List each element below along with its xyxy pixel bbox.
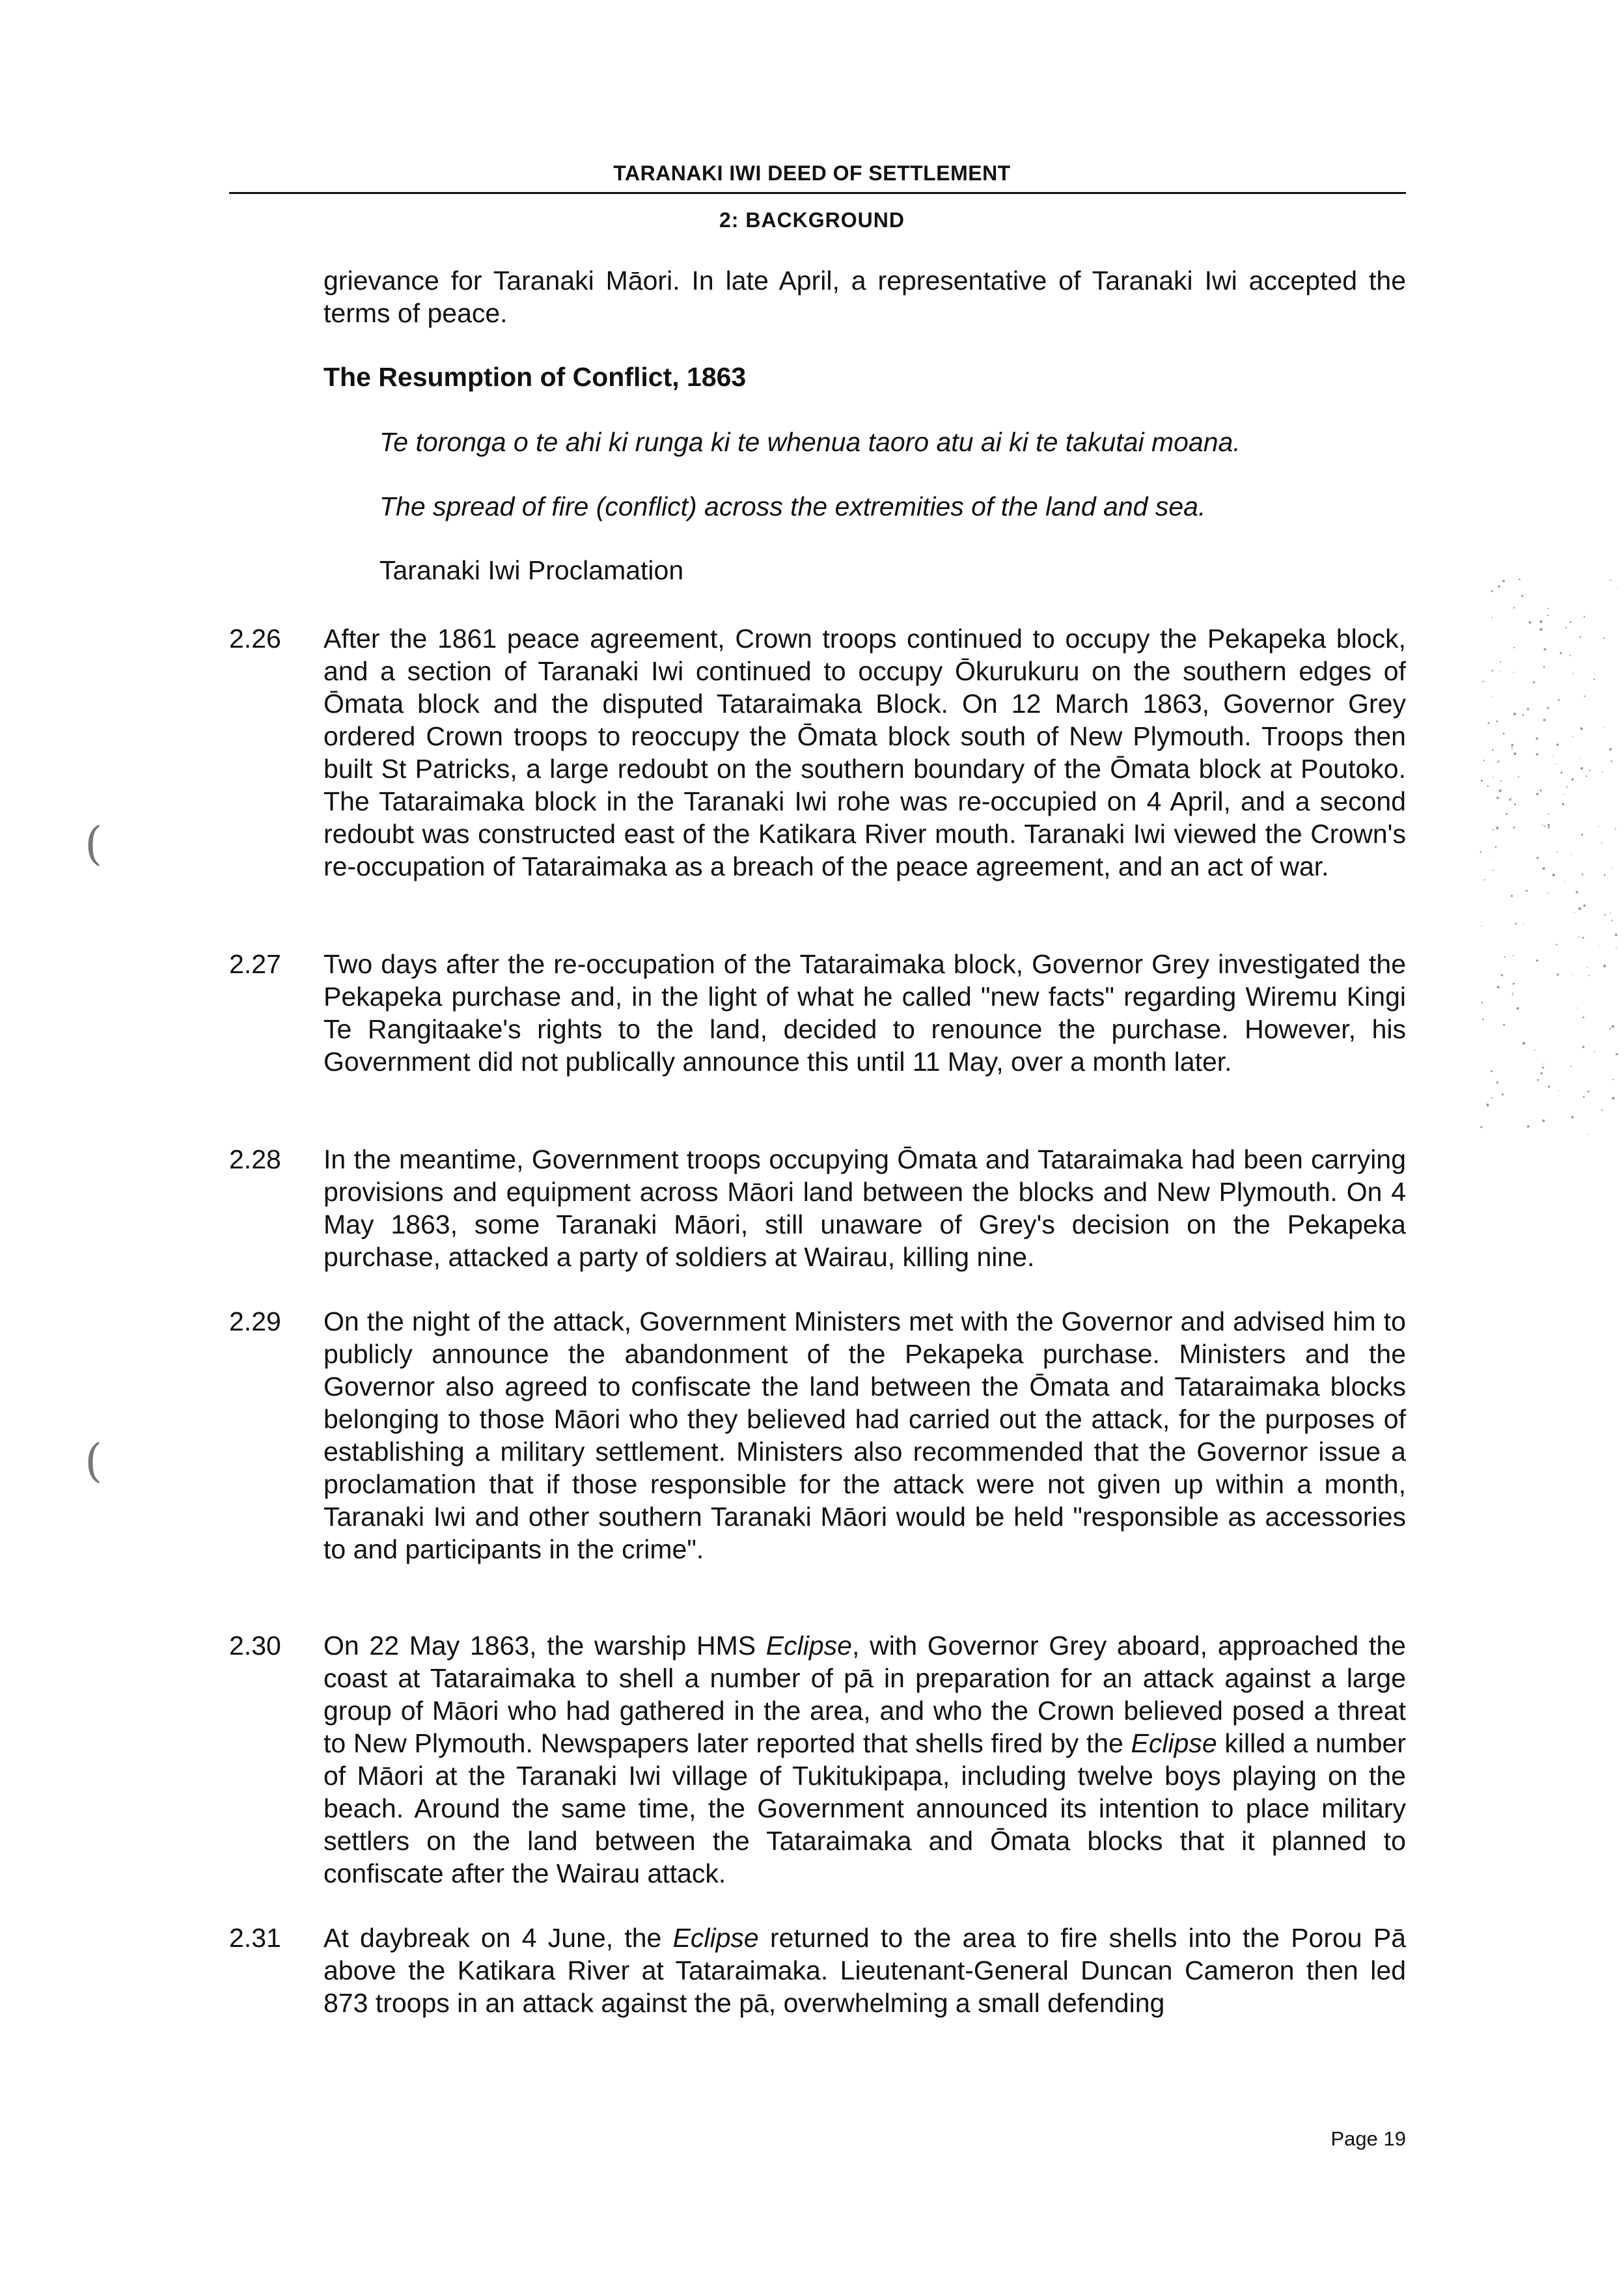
paragraph-body bbox=[323, 622, 1406, 883]
paragraph-number: 2.30 bbox=[229, 1631, 281, 1661]
text-segment: , with Governor Grey aboard, approached the coast at Tataraimaka to shell a number of pā in preparation for an attack against a large group of Māori who had gathered in the area, and who the Crown believed posed a threat to New Plymouth. Newspapers later reported that shells fired by the bbox=[323, 1631, 1406, 1758]
text-segment: In the meantime, Government troops occupying Ōmata and Tataraimaka had been carrying provisions and equipment across Māori land between the blocks and New Plymouth. On 4 May 1863, some Taranaki Māori, still unaware of Grey's decision on the Pekapeka purchase, attacked a party of soldiers at Wairau, killing nine. bbox=[323, 1144, 1406, 1272]
paragraph-body bbox=[323, 1143, 1406, 1273]
paragraph bbox=[229, 1922, 1406, 2019]
paragraph-body bbox=[323, 948, 1406, 1078]
margin-mark: ( bbox=[85, 817, 103, 870]
page-number: Page 19 bbox=[1330, 2127, 1406, 2150]
paragraph bbox=[229, 622, 1406, 883]
text-segment: On 22 May 1863, the warship HMS bbox=[323, 1631, 766, 1661]
paragraph bbox=[229, 1629, 1406, 1890]
text-segment: On the night of the attack, Government Ministers met with the Governor and advised him to publicly announce the abandonment of the Pekapeka purchase. Ministers and the Governor also agreed to confiscate the land between the Ōmata and Tataraimaka blocks belonging to those Māori who they believed had carried out the attack, for the purposes of establishing a military settlement. Ministers also recommended that the Governor issue a proclamation that if those responsible for the attack were not given up within a month, Taranaki Iwi and other southern Taranaki Māori would be held "responsible as accessories to and participants in the crime". bbox=[323, 1306, 1406, 1564]
text-segment: returned to the area to fire shells into the Porou Pā above the Katikara River at Tataraimaka. Lieutenant-General Duncan Cameron then led 873 troops in an attack against the pā, overwhelming a small defending bbox=[323, 1923, 1406, 2018]
header-section: 2: BACKGROUND bbox=[719, 208, 905, 232]
margin-mark: ( bbox=[85, 1434, 103, 1487]
text-segment: killed a number of Māori at the Taranaki Iwi village of Tukitukipapa, including twelve boys playing on the beach. Around the same time, the Government announced its intention to place military settlers on the land between the Tataraimaka and Ōmata blocks that it planned to confiscate after the Wairau attack. bbox=[323, 1728, 1406, 1888]
intro-text: grievance for Taranaki Māori. In late April, a representative of Taranaki Iwi accepted the terms of peace. bbox=[323, 266, 1406, 328]
paragraph-number: 2.31 bbox=[229, 1923, 281, 1953]
italic-text: Eclipse bbox=[672, 1923, 759, 1953]
quote-attribution: Taranaki Iwi Proclamation bbox=[379, 555, 684, 585]
italic-text: Eclipse bbox=[765, 1631, 852, 1661]
paragraph-body bbox=[323, 1629, 1406, 1890]
scan-speckle bbox=[1478, 573, 1621, 1146]
quote-english: The spread of fire (conflict) across the extremities of the land and sea. bbox=[379, 491, 1206, 521]
header-rule bbox=[229, 192, 1406, 194]
paragraph bbox=[229, 948, 1406, 1078]
text-segment: At daybreak on 4 June, the bbox=[323, 1923, 673, 1953]
paragraph-body bbox=[323, 1305, 1406, 1566]
paragraph bbox=[229, 1143, 1406, 1273]
paragraph-number: 2.27 bbox=[229, 949, 281, 979]
paragraph-number: 2.26 bbox=[229, 624, 281, 654]
header-title: TARANAKI IWI DEED OF SETTLEMENT bbox=[613, 161, 1011, 185]
paragraph-number: 2.28 bbox=[229, 1144, 281, 1174]
section-heading: The Resumption of Conflict, 1863 bbox=[323, 362, 747, 392]
text-segment: Two days after the re-occupation of the Tataraimaka block, Governor Grey investigated the Pekapeka purchase and, in the light of what he called "new facts" regarding Wiremu Kingi Te Rangitaake's rights to the land, decided to renounce the purchase. However, his Government did not publically announce this until 11 May, over a month later. bbox=[323, 949, 1406, 1077]
quote-maori: Te toronga o te ahi ki runga ki te whenua taoro atu ai ki te takutai moana. bbox=[379, 427, 1241, 457]
paragraph-number: 2.29 bbox=[229, 1306, 281, 1336]
text-segment: After the 1861 peace agreement, Crown troops continued to occupy the Pekapeka block, and a section of Taranaki Iwi continued to occupy Ōkurukuru on the southern edges of Ōmata block and the disputed Tataraimaka Block. On 12 March 1863, Governor Grey ordered Crown troops to reoccupy the Ōmata block south of New Plymouth. Troops then built St Patricks, a large redoubt on the southern boundary of the Ōmata block at Poutoko. The Tataraimaka block in the Taranaki Iwi rohe was re-occupied on 4 April, and a second redoubt was constructed east of the Katikara River mouth. Taranaki Iwi viewed the Crown's re-occupation of Tataraimaka as a breach of the peace agreement, and an act of war. bbox=[323, 624, 1406, 881]
italic-text: Eclipse bbox=[1131, 1728, 1217, 1758]
paragraph-body bbox=[323, 1922, 1406, 2019]
paragraph bbox=[229, 1305, 1406, 1566]
